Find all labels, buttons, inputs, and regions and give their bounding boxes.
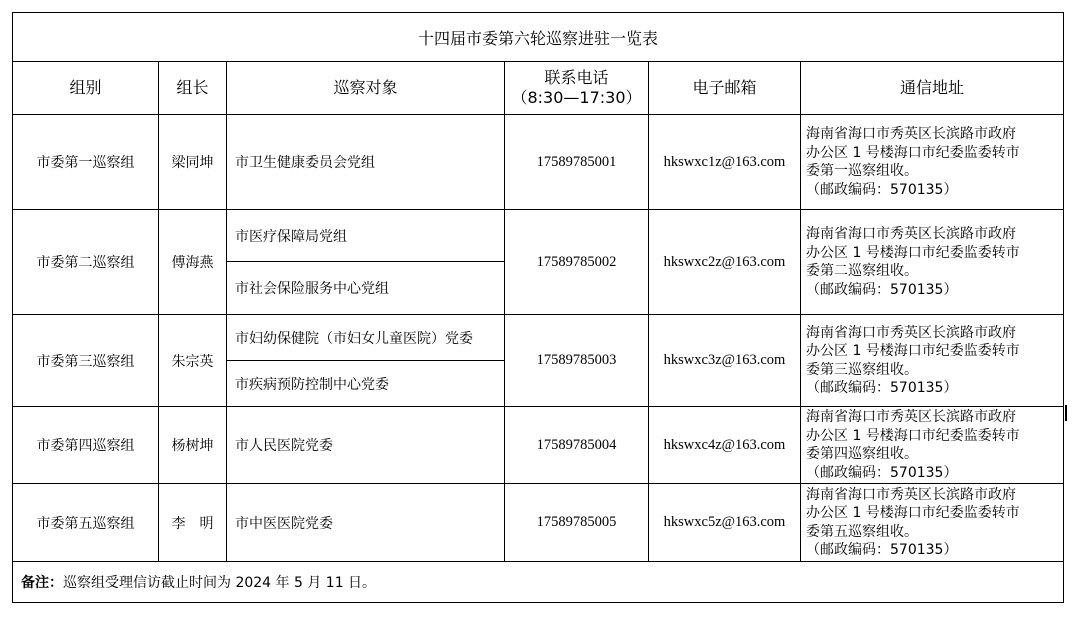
phone-cell: 17589785001 [505, 115, 649, 210]
table-title: 十四届市委第六轮巡察进驻一览表 [13, 13, 1064, 62]
group-cell: 市委第一巡察组 [13, 115, 159, 210]
group-cell: 市委第四巡察组 [13, 407, 159, 484]
address-line: 办公区 1 号楼海口市纪委监委转市 [806, 505, 1020, 521]
address-line: 海南省海口市秀英区长滨路市政府 [806, 324, 1016, 341]
address-cell [801, 484, 1064, 562]
header-phone-hours: （8:30—17:30） [511, 88, 642, 107]
email-cell: hkswxc2z@163.com [649, 210, 801, 315]
target-cell: 市医疗保障局党组 [227, 210, 505, 262]
leader-cell: 傅海燕 [159, 210, 227, 315]
title-row [13, 13, 1064, 62]
address-line: 海南省海口市秀英区长滨路市政府 [806, 126, 1016, 142]
phone-cell: 17589785002 [505, 210, 649, 315]
address-cell [801, 210, 1064, 315]
target-cell: 市妇幼保健院（市妇女儿童医院）党委 [227, 315, 505, 361]
address-line: （邮政编码：570135） [806, 281, 958, 298]
header-row [13, 62, 1064, 115]
leader-cell: 梁同坤 [159, 115, 227, 210]
header-target: 巡察对象 [227, 62, 505, 115]
phone-cell: 17589785005 [505, 484, 649, 562]
address-line: 海南省海口市秀英区长滨路市政府 [806, 226, 1016, 242]
address-line: 委第三巡察组收。 [806, 361, 918, 378]
header-phone [505, 62, 649, 115]
address-line: 办公区 1 号楼海口市纪委监委转市 [806, 144, 1020, 161]
table-row [13, 484, 1064, 562]
header-leader: 组长 [159, 62, 227, 115]
email-cell: hkswxc3z@163.com [649, 315, 801, 407]
address-line: 委第一巡察组收。 [806, 163, 918, 179]
address-line: （邮政编码：570135） [806, 542, 958, 558]
leader-cell: 朱宗英 [159, 315, 227, 407]
address-cell [801, 315, 1064, 407]
table-row [13, 315, 1064, 361]
address-line: （邮政编码：570135） [806, 181, 958, 198]
target-cell: 市人民医院党委 [227, 407, 505, 484]
address-line: （邮政编码：570135） [806, 380, 958, 396]
target-cell: 市社会保险服务中心党组 [227, 262, 505, 315]
address-line: （邮政编码：570135） [806, 464, 958, 481]
address-line: 海南省海口市秀英区长滨路市政府 [806, 409, 1016, 425]
header-email: 电子邮箱 [649, 62, 801, 115]
email-cell: hkswxc4z@163.com [649, 407, 801, 484]
address-line: 委第四巡察组收。 [806, 446, 918, 462]
text-cursor-mark [1065, 405, 1067, 421]
phone-cell: 17589785003 [505, 315, 649, 407]
note-cell [13, 562, 1064, 603]
address-cell [801, 407, 1064, 484]
leader-cell: 李 明 [159, 484, 227, 562]
table-row [13, 210, 1064, 262]
address-line: 办公区 1 号楼海口市纪委监委转市 [806, 244, 1020, 261]
target-cell: 市中医医院党委 [227, 484, 505, 562]
leader-cell: 杨树坤 [159, 407, 227, 484]
address-line: 办公区 1 号楼海口市纪委监委转市 [806, 343, 1020, 359]
address-cell [801, 115, 1064, 210]
address-line: 委第五巡察组收。 [806, 523, 918, 540]
note-label: 备注： [21, 575, 63, 591]
note-text: 巡察组受理信访截止时间为 2024 年 5 月 11 日。 [63, 575, 377, 591]
header-group: 组别 [13, 62, 159, 115]
phone-cell: 17589785004 [505, 407, 649, 484]
table-row [13, 407, 1064, 484]
address-line: 办公区 1 号楼海口市纪委监委转市 [806, 427, 1020, 444]
address-line: 委第二巡察组收。 [806, 263, 918, 279]
group-cell: 市委第二巡察组 [13, 210, 159, 315]
inspection-table [12, 12, 1064, 603]
target-cell: 市卫生健康委员会党组 [227, 115, 505, 210]
group-cell: 市委第三巡察组 [13, 315, 159, 407]
email-cell: hkswxc1z@163.com [649, 115, 801, 210]
table-row [13, 115, 1064, 210]
email-cell: hkswxc5z@163.com [649, 484, 801, 562]
note-row [13, 562, 1064, 603]
target-cell: 市疾病预防控制中心党委 [227, 361, 505, 407]
group-cell: 市委第五巡察组 [13, 484, 159, 562]
header-phone-label: 联系电话 [544, 68, 609, 87]
header-address: 通信地址 [801, 62, 1064, 115]
address-line: 海南省海口市秀英区长滨路市政府 [806, 486, 1016, 503]
